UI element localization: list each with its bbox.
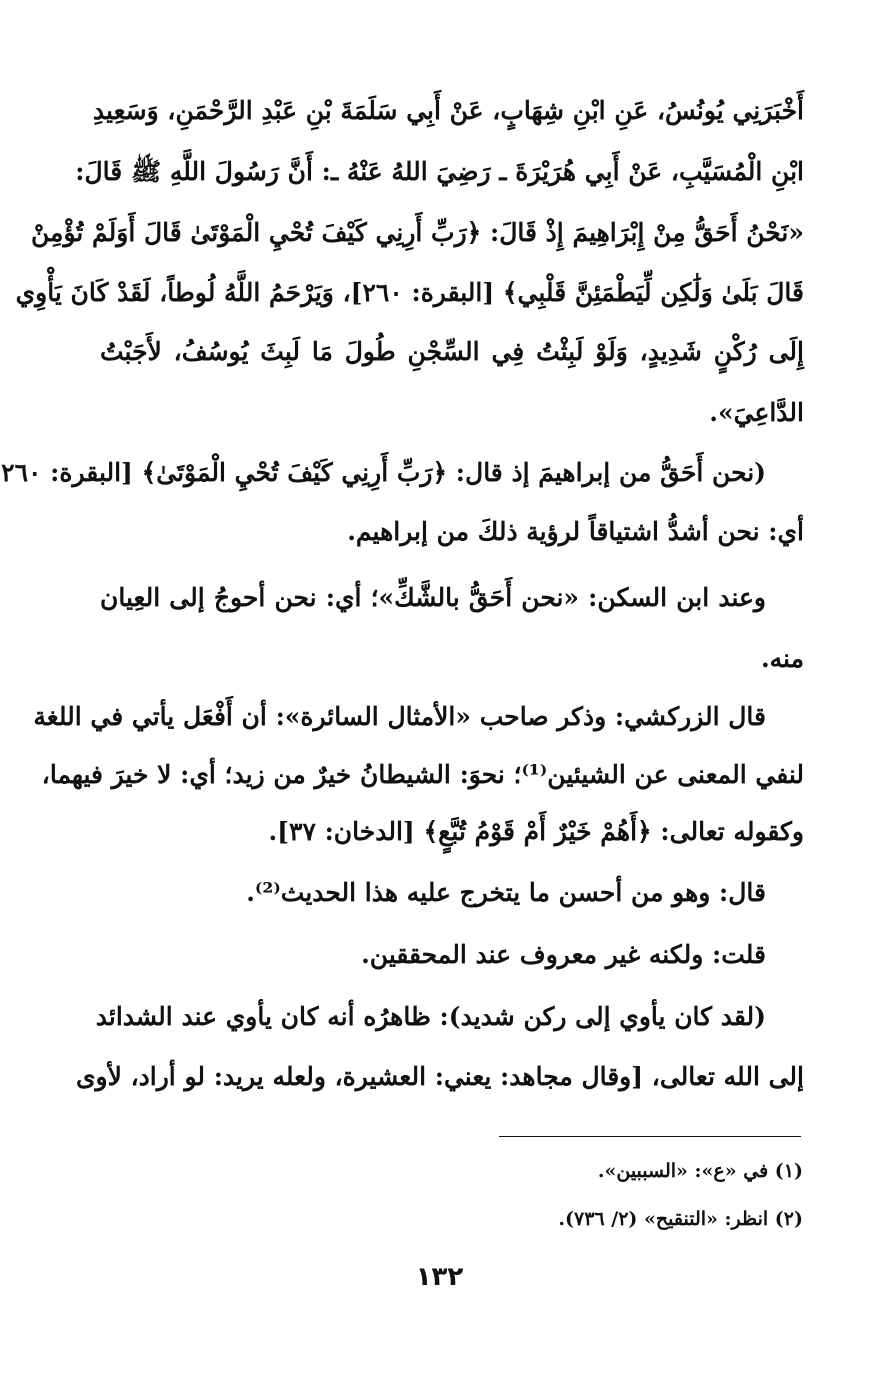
- paragraph-line: قلت: ولكنه غير معروف عند المحققين.: [361, 940, 766, 969]
- footnote-1: (١) في «ع»: «السببين».: [597, 1160, 803, 1182]
- paragraph-line: قال الزركشي: وذكر صاحب «الأمثال السائرة»: أن أَفْعَل يأتي في اللغة: [33, 702, 766, 731]
- hadith-line-5: إِلَى رُكْنٍ شَدِيدٍ، وَلَوْ لَبِثْتُ فِي السِّجْنِ طُولَ مَا لَبِثَ يُوسُفُ، لأَجَبْتُ: [100, 337, 804, 366]
- commentary-heading: (نحن أَحَقُّ من إبراهيمَ إذ قال: ﴿رَبِّ أَرِنِي كَيْفَ تُحْيِ الْمَوْتَىٰ﴾ [البقرة: ٢٦٠: [1, 458, 766, 487]
- footnote-separator: [499, 1136, 801, 1137]
- footnote-2: (٢) انظر: «التنقيح» (٢/ ٧٣٦).: [558, 1208, 803, 1230]
- hadith-line-2: ابْنِ الْمُسَيَّبِ، عَنْ أَبِي هُرَيْرَةَ ـ رَضِيَ اللهُ عَنْهُ ـ: أَنَّ رَسُولَ اللَّهِ ﷺ قَالَ:: [75, 157, 804, 186]
- paragraph-line: إلى الله تعالى، [وقال مجاهد: يعني: العشيرة، ولعله يريد: لو أراد، لأوى: [75, 1062, 804, 1091]
- paragraph-line: لنفي المعنى عن الشيئين⁽¹⁾؛ نحوَ: الشيطانُ خيرٌ من زيد؛ أي: لا خيرَ فيهما،: [41, 760, 804, 789]
- paragraph-line: وعند ابن السكن: «نحن أَحَقُّ بالشَّكِّ»؛ أي: نحن أحوجُ إلى العِيان: [100, 583, 766, 612]
- hadith-line-3: «نَحْنُ أَحَقُّ مِنْ إِبْرَاهِيمَ إِذْ قَالَ: ﴿رَبِّ أَرِنِي كَيْفَ تُحْيِ الْمَوْتَىٰ قَالَ أَوَلَمْ تُؤْمِنْ: [31, 218, 804, 247]
- page-number: ١٣٢: [415, 1262, 464, 1292]
- hadith-line-1: أَخْبَرَنِي يُونُسُ، عَنِ ابْنِ شِهَابٍ، عَنْ أَبِي سَلَمَةَ بْنِ عَبْدِ الرَّحْمَنِ، وَسَعِيدِ: [92, 96, 804, 125]
- commentary-line: أي: نحن أشدُّ اشتياقاً لرؤية ذلكَ من إبراهيم.: [347, 517, 804, 546]
- paragraph-line: منه.: [760, 644, 804, 673]
- hadith-line-6: الدَّاعِيَ».: [709, 398, 804, 427]
- paragraph-line: قال: وهو من أحسن ما يتخرج عليه هذا الحديث⁽²⁾.: [246, 878, 766, 907]
- paragraph-line: (لقد كان يأوي إلى ركن شديد): ظاهرُه أنه كان يأوي عند الشدائد: [95, 1002, 766, 1031]
- paragraph-line: وكقوله تعالى: ﴿أَهُمْ خَيْرٌ أَمْ قَوْمُ تُبَّعٍ﴾ [الدخان: ٣٧].: [268, 817, 804, 846]
- hadith-line-4: قَالَ بَلَىٰ وَلَٰكِن لِّيَطْمَئِنَّ قَلْبِي﴾ [البقرة: ٢٦٠]، وَيَرْحَمُ اللَّهُ لُوطاً، لَقَدْ كَانَ يَأْوِي: [15, 278, 804, 307]
